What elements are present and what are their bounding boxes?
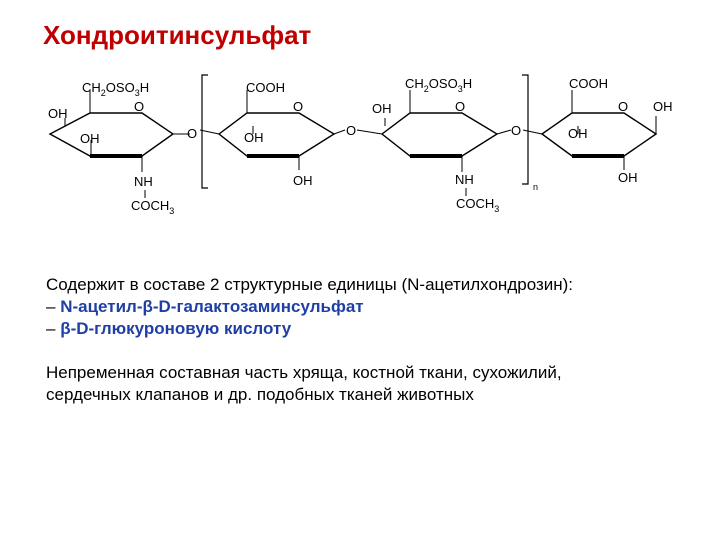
note-text: сердечных клапанов и др. подобных тканей животных xyxy=(46,385,474,404)
nh-label: NH xyxy=(455,172,474,187)
list-dash: – xyxy=(46,319,61,338)
ring-oxygen: O xyxy=(134,99,145,114)
hydroxyl-label: OH xyxy=(568,126,588,141)
ring-oxygen: O xyxy=(455,99,466,114)
unit-glucuronic-acid xyxy=(219,80,334,188)
hydroxyl-label: OH xyxy=(48,106,68,121)
hydroxyl-label: OH xyxy=(653,99,673,114)
hydroxyl-label: OH xyxy=(244,130,264,145)
glycosidic-oxygen: O xyxy=(187,126,198,141)
nh-label: NH xyxy=(134,174,153,189)
page-title: Хондроитинсульфат xyxy=(43,20,312,50)
carboxyl-label: COOH xyxy=(246,80,285,95)
intro-text: Содержит в составе 2 структурные единицы (N-ацетилхондрозин): xyxy=(46,275,574,294)
description xyxy=(46,274,706,406)
unit-name: β-D-глюкуроновую кислоту xyxy=(60,319,292,338)
chondroitin-sulfate-structure xyxy=(0,60,720,230)
acetyl-label: $COCH_3$ xyxy=(131,198,175,216)
list-dash: – xyxy=(46,297,61,316)
unit-galactosamine-sulfate xyxy=(48,80,190,216)
carboxyl-label: COOH xyxy=(569,76,608,91)
unit-list-item xyxy=(46,296,706,318)
note-text: Непременная составная часть хряща, костной ткани, сухожилий, xyxy=(46,363,562,382)
ch2oso3h-label: $CH_2OSO_3H$ xyxy=(405,76,473,94)
repeat-count-label: n xyxy=(533,182,539,192)
repeat-bracket-right xyxy=(522,75,528,184)
acetyl-label: $COCH_3$ xyxy=(456,196,500,214)
hydroxyl-label: OH xyxy=(372,101,392,116)
ring-oxygen: O xyxy=(618,99,629,114)
ch2oso3h-label: $CH_2OSO_3H$ xyxy=(82,80,150,98)
unit-glucuronic-acid xyxy=(542,76,673,185)
hydroxyl-label: OH xyxy=(80,131,100,146)
ring-oxygen: O xyxy=(293,99,304,114)
unit-name: N-ацетил-β-D-галактозаминсульфат xyxy=(60,297,364,316)
hydroxyl-label: OH xyxy=(618,170,638,185)
hydroxyl-label: OH xyxy=(293,173,313,188)
unit-list-item xyxy=(46,318,706,340)
spacer xyxy=(46,340,706,362)
glycosidic-oxygen: O xyxy=(511,123,522,138)
glycosidic-oxygen: O xyxy=(346,123,357,138)
unit-galactosamine-sulfate xyxy=(372,76,499,214)
